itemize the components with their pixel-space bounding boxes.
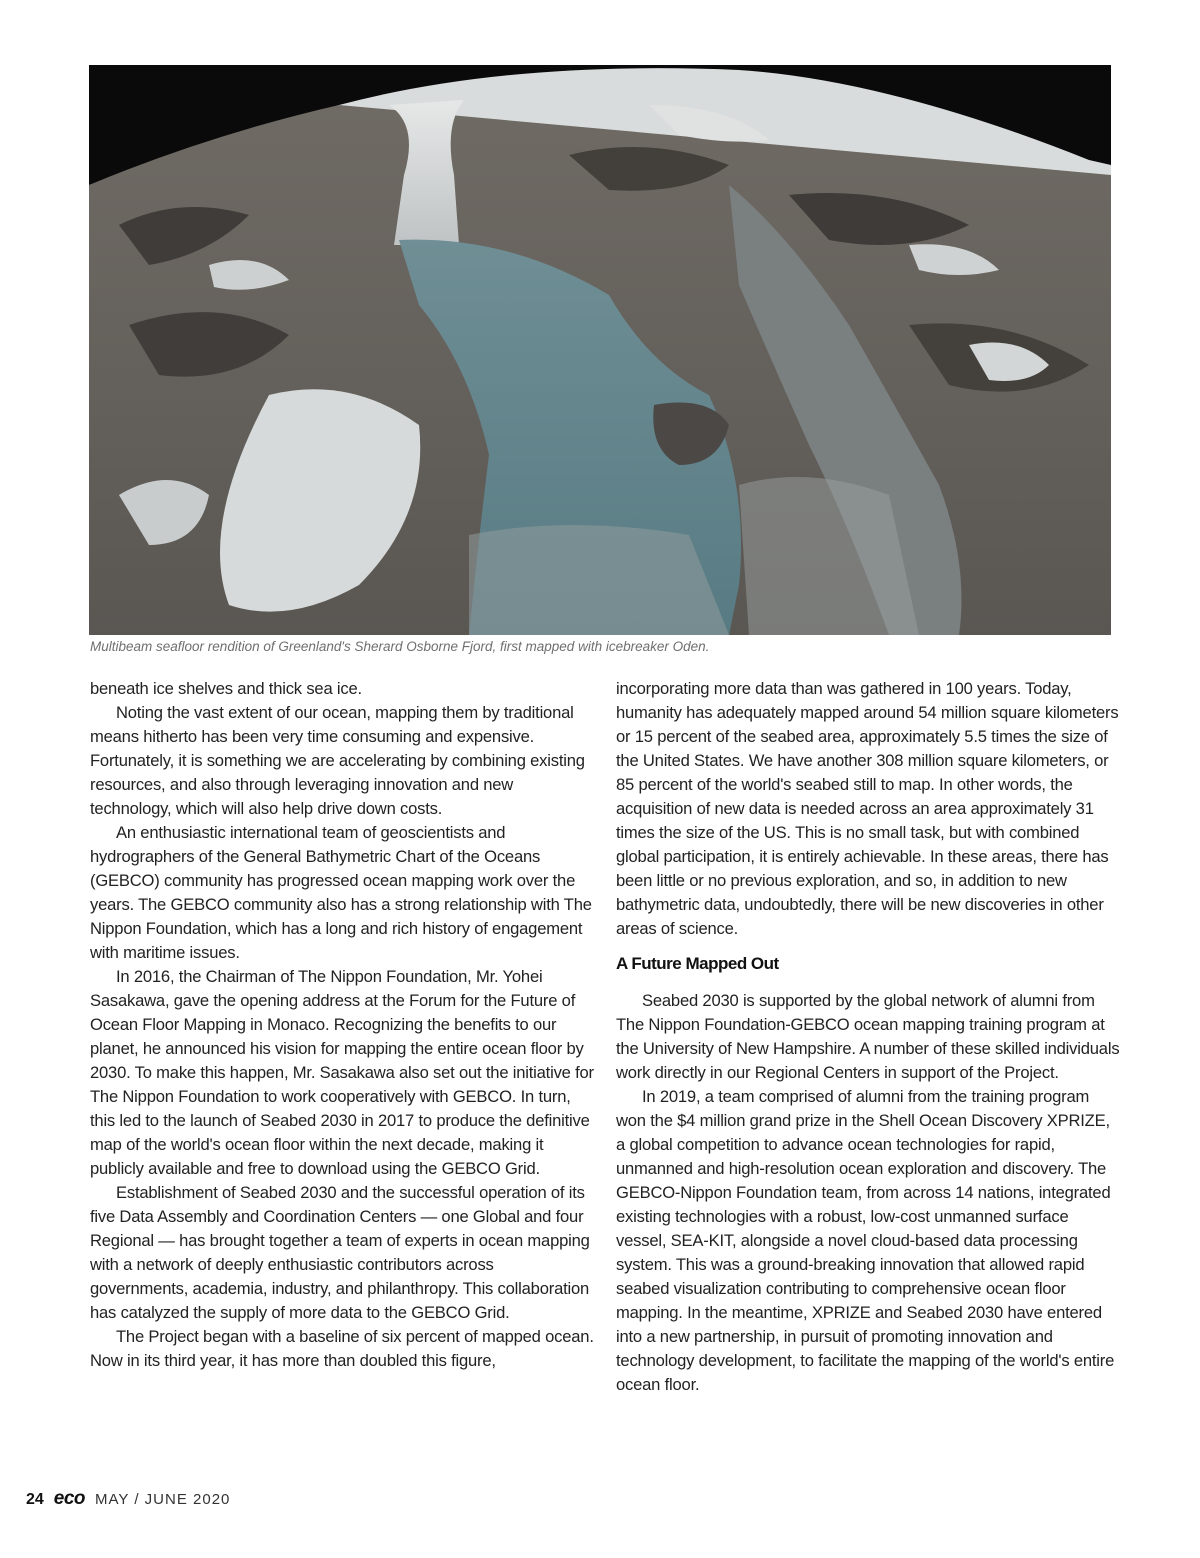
paragraph: The Project began with a baseline of six percent of mapped ocean. Now in its third year, it has more than doubled this figure,	[90, 1327, 594, 1370]
article-left-column	[90, 677, 595, 1373]
paragraph: Seabed 2030 is supported by the global network of alumni from The Nippon Foundation-GEBCO ocean mapping training program at the University of New Hampshire. A number of these skilled individuals work directly in our Regional Centers in support of the Project.	[616, 991, 1120, 1082]
paragraph: incorporating more data than was gathered in 100 years. Today, humanity has adequately mapped around 54 million square kilometers or 15 percent of the seabed area, approximately 5.5 times the size of the United States. We have another 308 million square kilometers, or 85 percent of the world's seabed still to map. In other words, the acquisition of new data is needed across an area approximately 31 times the size of the US. This is no small task, but with combined global participation, it is entirely achievable. In these areas, there has been little or no previous exploration, and so, in addition to new bathymetric data, undoubtedly, there will be new discoveries in other areas of science.	[616, 679, 1119, 938]
fjord-photo	[89, 65, 1111, 635]
paragraph: Establishment of Seabed 2030 and the successful operation of its five Data Assembly and Coordination Centers — one Global and four Regional — has brought together a team of experts in ocean mapping with a network of deeply enthusiastic contributors across governments, academia, industry, and philanthropy. This collaboration has catalyzed the supply of more data to the GEBCO Grid.	[90, 1183, 590, 1322]
magazine-logo: eco	[53, 1488, 86, 1509]
page-number: 24	[26, 1491, 44, 1508]
issue-date: MAY / JUNE 2020	[95, 1491, 231, 1508]
paragraph: An enthusiastic international team of geoscientists and hydrographers of the General Bathymetric Chart of the Oceans (GEBCO) community has progressed ocean mapping work over the years. The GEBCO community also has a strong relationship with The Nippon Foundation, which has a long and rich history of engagement with maritime issues.	[90, 823, 592, 962]
paragraph: In 2016, the Chairman of The Nippon Foundation, Mr. Yohei Sasakawa, gave the opening address at the Forum for the Future of Ocean Floor Mapping in Monaco. Recognizing the benefits to our planet, he announced his vision for mapping the entire ocean floor by 2030. To make this happen, Mr. Sasakawa also set out the initiative for The Nippon Foundation to work cooperatively with GEBCO. In turn, this led to the launch of Seabed 2030 in 2017 to produce the definitive map of the world's ocean floor within the next decade, making it publicly available and free to download using the GEBCO Grid.	[90, 967, 594, 1178]
page-footer	[26, 1488, 230, 1510]
section-heading: A Future Mapped Out	[616, 954, 779, 973]
fjord-render-image	[89, 65, 1111, 635]
article-right-column	[616, 677, 1121, 1397]
paragraph: In 2019, a team comprised of alumni from the training program won the $4 million grand prize in the Shell Ocean Discovery XPRIZE, a global competition to advance ocean technologies for rapid, unmanned and high-resolution ocean exploration and discovery. The GEBCO-Nippon Foundation team, from across 14 nations, integrated existing technologies with a robust, low-cost unmanned surface vessel, SEA-KIT, alongside a novel cloud-based data processing system. This was a ground-breaking innovation that allowed rapid seabed visualization contributing to comprehensive ocean floor mapping. In the meantime, XPRIZE and Seabed 2030 have entered into a new partnership, in pursuit of promoting innovation and technology development, to facilitate the mapping of the world's entire ocean floor.	[616, 1087, 1115, 1394]
paragraph: Noting the vast extent of our ocean, mapping them by traditional means hitherto has been very time consuming and expensive. Fortunately, it is something we are accelerating by combining existing resources, and also through leveraging innovation and new technology, which will also help drive down costs.	[90, 703, 585, 818]
paragraph: beneath ice shelves and thick sea ice.	[90, 679, 362, 698]
figure-caption: Multibeam seafloor rendition of Greenland's Sherard Osborne Fjord, first mapped with icebreaker Oden.	[90, 639, 710, 654]
